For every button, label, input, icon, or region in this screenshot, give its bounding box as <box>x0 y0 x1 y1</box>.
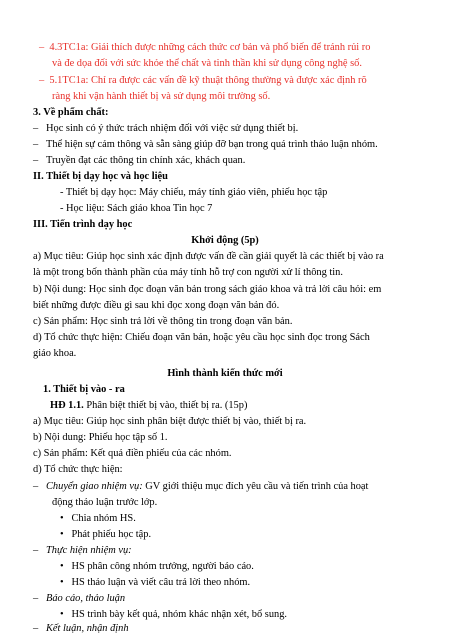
warmup-c-line: c) Sản phẩm: Học sinh trả lời về thông tin trong đoạn văn bản. <box>33 316 293 327</box>
bullet-text: HS thảo luận và viết câu trả lời theo nhóm. <box>71 577 251 588</box>
new-knowledge-heading: Hình thành kiến thức mới <box>167 368 283 379</box>
section-3-item-3 <box>33 154 245 168</box>
dash-marker: – <box>33 545 46 556</box>
bullet-icon: • <box>60 609 72 620</box>
section-II-heading: II. Thiết bị dạy học và học liệu <box>33 171 168 182</box>
section-3-heading: 3. Về phẩm chất: <box>33 107 109 118</box>
step-1-text: GV giới thiệu mục đích yêu cầu và tiến trình của hoạt <box>142 481 369 492</box>
objective-5-1-text: 5.1TC1a: Chỉ ra được các vấn đề kỹ thuật thông thường và được xác định rõ <box>49 75 367 86</box>
section-3-item-3-text: Truyền đạt các thông tin chính xác, khách quan. <box>46 155 246 166</box>
section-3-item-1 <box>33 122 298 136</box>
bullet-text: HS phân công nhóm trưởng, người báo cáo. <box>71 561 254 572</box>
section-3-item-2 <box>33 138 378 152</box>
bullet-icon: • <box>60 529 72 540</box>
dash-marker: – <box>33 623 46 634</box>
step-3-label: Báo cáo, thảo luận <box>46 593 126 604</box>
warmup-d-line2: giáo khoa. <box>33 348 77 359</box>
step-3-bullet-1 <box>60 608 287 622</box>
dash-marker: – <box>33 155 46 166</box>
step-4-label: Kết luận, nhận định <box>46 623 129 634</box>
bullet-text: Chia nhóm HS. <box>71 513 136 524</box>
objective-4-3-line1 <box>39 41 370 55</box>
warmup-b-line1: b) Nội dung: Học sinh đọc đoạn văn bản trong sách giáo khoa và trả lời câu hỏi: em <box>33 284 382 295</box>
subheading-io-devices: 1. Thiết bị vào - ra <box>43 384 125 395</box>
section-3-item-2-text: Thể hiện sự cảm thông và sẵn sàng giúp đỡ bạn trong quá trình thảo luận nhóm. <box>46 139 378 150</box>
step-3-line <box>33 592 125 606</box>
section-3-item-1-text: Học sinh có ý thức trách nhiệm đối với việc sử dụng thiết bị. <box>46 123 299 134</box>
warmup-heading: Khởi động (5p) <box>191 235 259 246</box>
objective-4-3-line2: và đe dọa đối với sức khỏe thể chất và tinh thần khi sử dụng công nghệ số. <box>52 58 362 69</box>
bullet-icon: • <box>60 513 72 524</box>
nk-b-line: b) Nội dung: Phiếu học tập số 1. <box>33 432 168 443</box>
bullet-icon: • <box>60 561 72 572</box>
activity-text: Phân biệt thiết bị vào, thiết bị ra. (15p) <box>83 400 248 411</box>
objective-5-1-line1 <box>39 74 367 88</box>
activity-1-1 <box>50 399 247 413</box>
dash-marker: – <box>33 593 46 604</box>
warmup-a-line2: là một trong bốn thành phần của máy tính hỗ trợ con người xử lí thông tin. <box>33 267 343 278</box>
activity-label: HĐ 1.1. <box>50 400 84 411</box>
step-1-bullet-1 <box>60 512 136 526</box>
bullet-text: Phát phiếu học tập. <box>71 529 152 540</box>
warmup-b-line2: biết những được điều gì sau khi đọc xong đoạn văn bản đó. <box>33 300 280 311</box>
step-1-line2: động thảo luận trước lớp. <box>52 497 158 508</box>
section-II-line-2: - Học liệu: Sách giáo khoa Tin học 7 <box>60 203 213 214</box>
bullet-icon: • <box>60 577 72 588</box>
step-1-bullet-2 <box>60 528 151 542</box>
step-2-line <box>33 544 132 558</box>
objective-5-1-line2: ràng khi vận hành thiết bị và sử dụng môi trường số. <box>52 91 271 102</box>
dash-marker: – <box>33 123 46 134</box>
step-1-label: Chuyển giao nhiệm vụ: <box>46 481 143 492</box>
dash-marker: – <box>33 139 46 150</box>
step-2-label: Thực hiện nhiệm vụ: <box>46 545 132 556</box>
nk-d-line: d) Tổ chức thực hiện: <box>33 464 123 475</box>
bullet-text: HS trình bày kết quả, nhóm khác nhận xét, bổ sung. <box>71 609 288 620</box>
step-1-line1 <box>33 480 368 494</box>
warmup-d-line1: d) Tổ chức thực hiện: Chiếu đoạn văn bản, hoặc yêu cầu học sinh đọc trong Sách <box>33 332 370 343</box>
objective-4-3-text: 4.3TC1a: Giải thích được những cách thức cơ bản và phổ biến để tránh rủi ro <box>49 42 371 53</box>
step-2-bullet-2 <box>60 576 250 590</box>
nk-a-line: a) Mục tiêu: Giúp học sinh phân biệt được thiết bị vào, thiết bị ra. <box>33 416 307 427</box>
warmup-a-line1: a) Mục tiêu: Giúp học sinh xác định được vấn đề cần giải quyết là các thiết bị vào ra <box>33 251 384 262</box>
dash-marker: – <box>39 75 50 86</box>
step-4-line <box>33 622 129 636</box>
step-2-bullet-1 <box>60 560 254 574</box>
dash-marker: – <box>33 481 46 492</box>
dash-marker: – <box>39 42 50 53</box>
section-III-heading: III. Tiến trình dạy học <box>33 219 133 230</box>
nk-c-line: c) Sản phẩm: Kết quả điền phiếu của các nhóm. <box>33 448 232 459</box>
section-II-line-1: - Thiết bị dạy học: Máy chiếu, máy tính giáo viên, phiếu học tập <box>60 187 328 198</box>
